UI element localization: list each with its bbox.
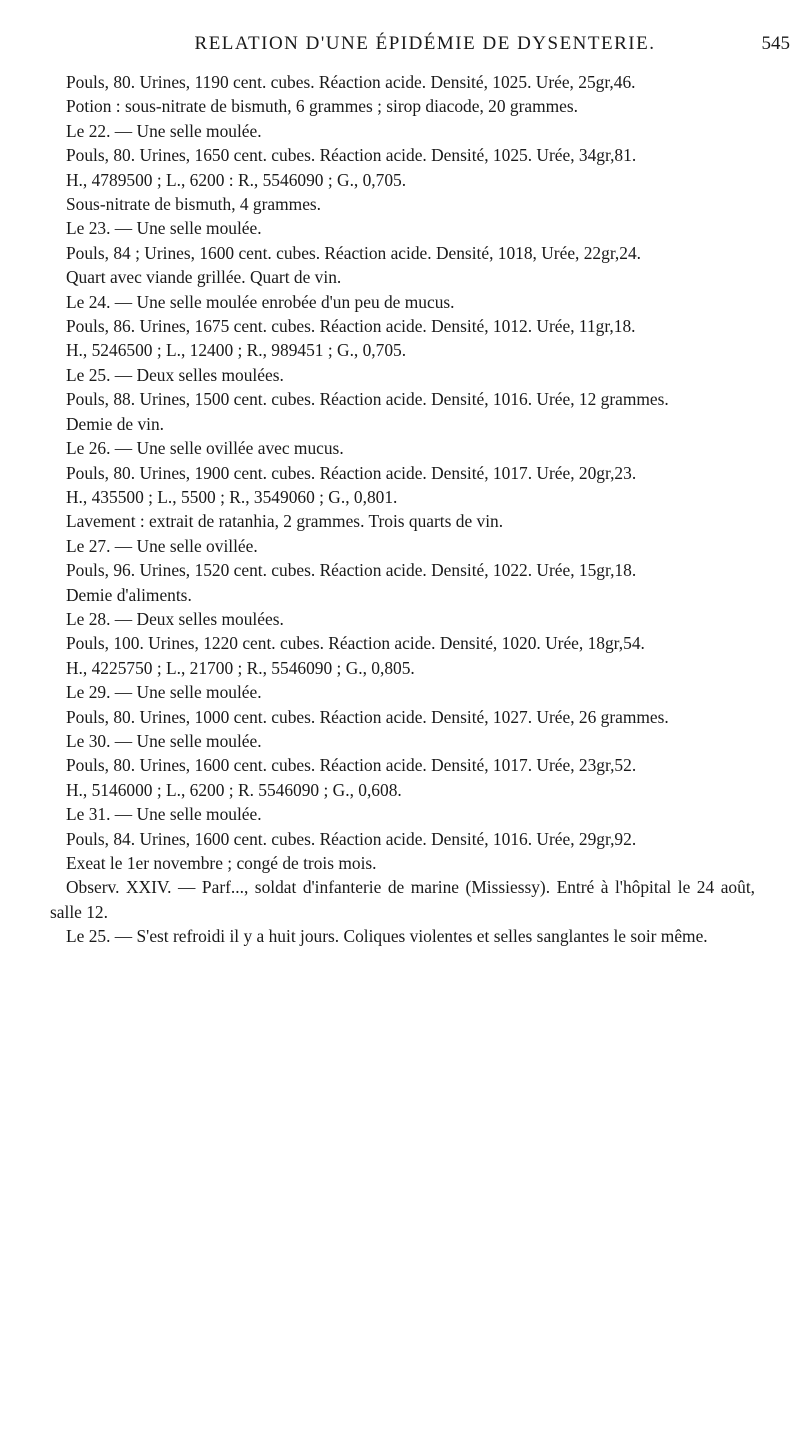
running-head (60, 33, 790, 63)
running-title: RELATION D'UNE ÉPIDÉMIE DE DYSENTERIE. (194, 33, 656, 54)
paragraph: Pouls, 80. Urines, 1900 cent. cubes. Réaction acide. Densité, 1017. Urée, 20gr,23. (66, 462, 637, 483)
paragraph: Pouls, 88. Urines, 1500 cent. cubes. Réaction acide. Densité, 1016. Urée, 12 grammes. (66, 389, 669, 410)
paragraph: Observ. XXIV. — Parf..., soldat d'infanterie de marine (Missiessy). Entré à l'hôpital le 24 août, salle 12. (50, 877, 755, 922)
paragraph: Demie de vin. (66, 413, 165, 434)
paragraph: Pouls, 84 ; Urines, 1600 cent. cubes. Réaction acide. Densité, 1018, Urée, 22gr,24. (66, 242, 641, 263)
paragraph: Pouls, 80. Urines, 1000 cent. cubes. Réaction acide. Densité, 1027. Urée, 26 grammes. (66, 706, 669, 727)
paragraph: Le 31. — Une selle moulée. (66, 804, 262, 825)
paragraph: Le 22. — Une selle moulée. (66, 120, 262, 141)
paragraph: Pouls, 84. Urines, 1600 cent. cubes. Réaction acide. Densité, 1016. Urée, 29gr,92. (66, 828, 637, 849)
paragraph: Le 24. — Une selle moulée enrobée d'un peu de mucus. (66, 291, 455, 312)
paragraph: H., 435500 ; L., 5500 ; R., 3549060 ; G., 0,801. (66, 486, 398, 507)
paragraph: Le 23. — Une selle moulée. (66, 218, 262, 239)
paragraph: H., 5246500 ; L., 12400 ; R., 989451 ; G., 0,705. (66, 340, 407, 361)
paragraph: Demie d'aliments. (66, 584, 192, 605)
paragraph: Pouls, 86. Urines, 1675 cent. cubes. Réaction acide. Densité, 1012. Urée, 11gr,18. (66, 316, 636, 337)
paragraph: Le 26. — Une selle ovillée avec mucus. (66, 438, 344, 459)
paragraph: Pouls, 96. Urines, 1520 cent. cubes. Réaction acide. Densité, 1022. Urée, 15gr,18. (66, 560, 637, 581)
paragraph: Le 25. — S'est refroidi il y a huit jours. Coliques violentes et selles sanglantes le soir même. (66, 926, 708, 947)
paragraph: Potion : sous-nitrate de bismuth, 6 grammes ; sirop diacode, 20 grammes. (66, 96, 578, 117)
page-number: 545 (761, 33, 790, 54)
paragraph: H., 4225750 ; L., 21700 ; R., 5546090 ; G., 0,805. (66, 657, 415, 678)
paragraph: Pouls, 100. Urines, 1220 cent. cubes. Réaction acide. Densité, 1020. Urée, 18gr,54. (66, 633, 645, 654)
paragraph: H., 5146000 ; L., 6200 ; R. 5546090 ; G., 0,608. (66, 779, 402, 800)
paragraph: Le 28. — Deux selles moulées. (66, 608, 284, 629)
paragraph: Pouls, 80. Urines, 1650 cent. cubes. Réaction acide. Densité, 1025. Urée, 34gr,81. (66, 145, 637, 166)
paragraph: Le 25. — Deux selles moulées. (66, 364, 284, 385)
paragraph: Le 27. — Une selle ovillée. (66, 535, 258, 556)
paragraph: H., 4789500 ; L., 6200 : R., 5546090 ; G., 0,705. (66, 169, 407, 190)
paragraph: Pouls, 80. Urines, 1190 cent. cubes. Réaction acide. Densité, 1025. Urée, 25gr,46. (66, 72, 636, 92)
paragraph: Exeat le 1er novembre ; congé de trois mois. (66, 853, 377, 873)
paragraph: Le 29. — Une selle moulée. (66, 682, 262, 703)
paragraph: Pouls, 80. Urines, 1600 cent. cubes. Réaction acide. Densité, 1017. Urée, 23gr,52. (66, 755, 637, 776)
paragraph: Sous-nitrate de bismuth, 4 grammes. (66, 194, 322, 215)
paragraph: Lavement : extrait de ratanhia, 2 grammes. Trois quarts de vin. (66, 511, 504, 532)
body-text (50, 70, 755, 949)
paragraph: Le 30. — Une selle moulée. (66, 730, 262, 751)
paragraph: Quart avec viande grillée. Quart de vin. (66, 267, 342, 288)
